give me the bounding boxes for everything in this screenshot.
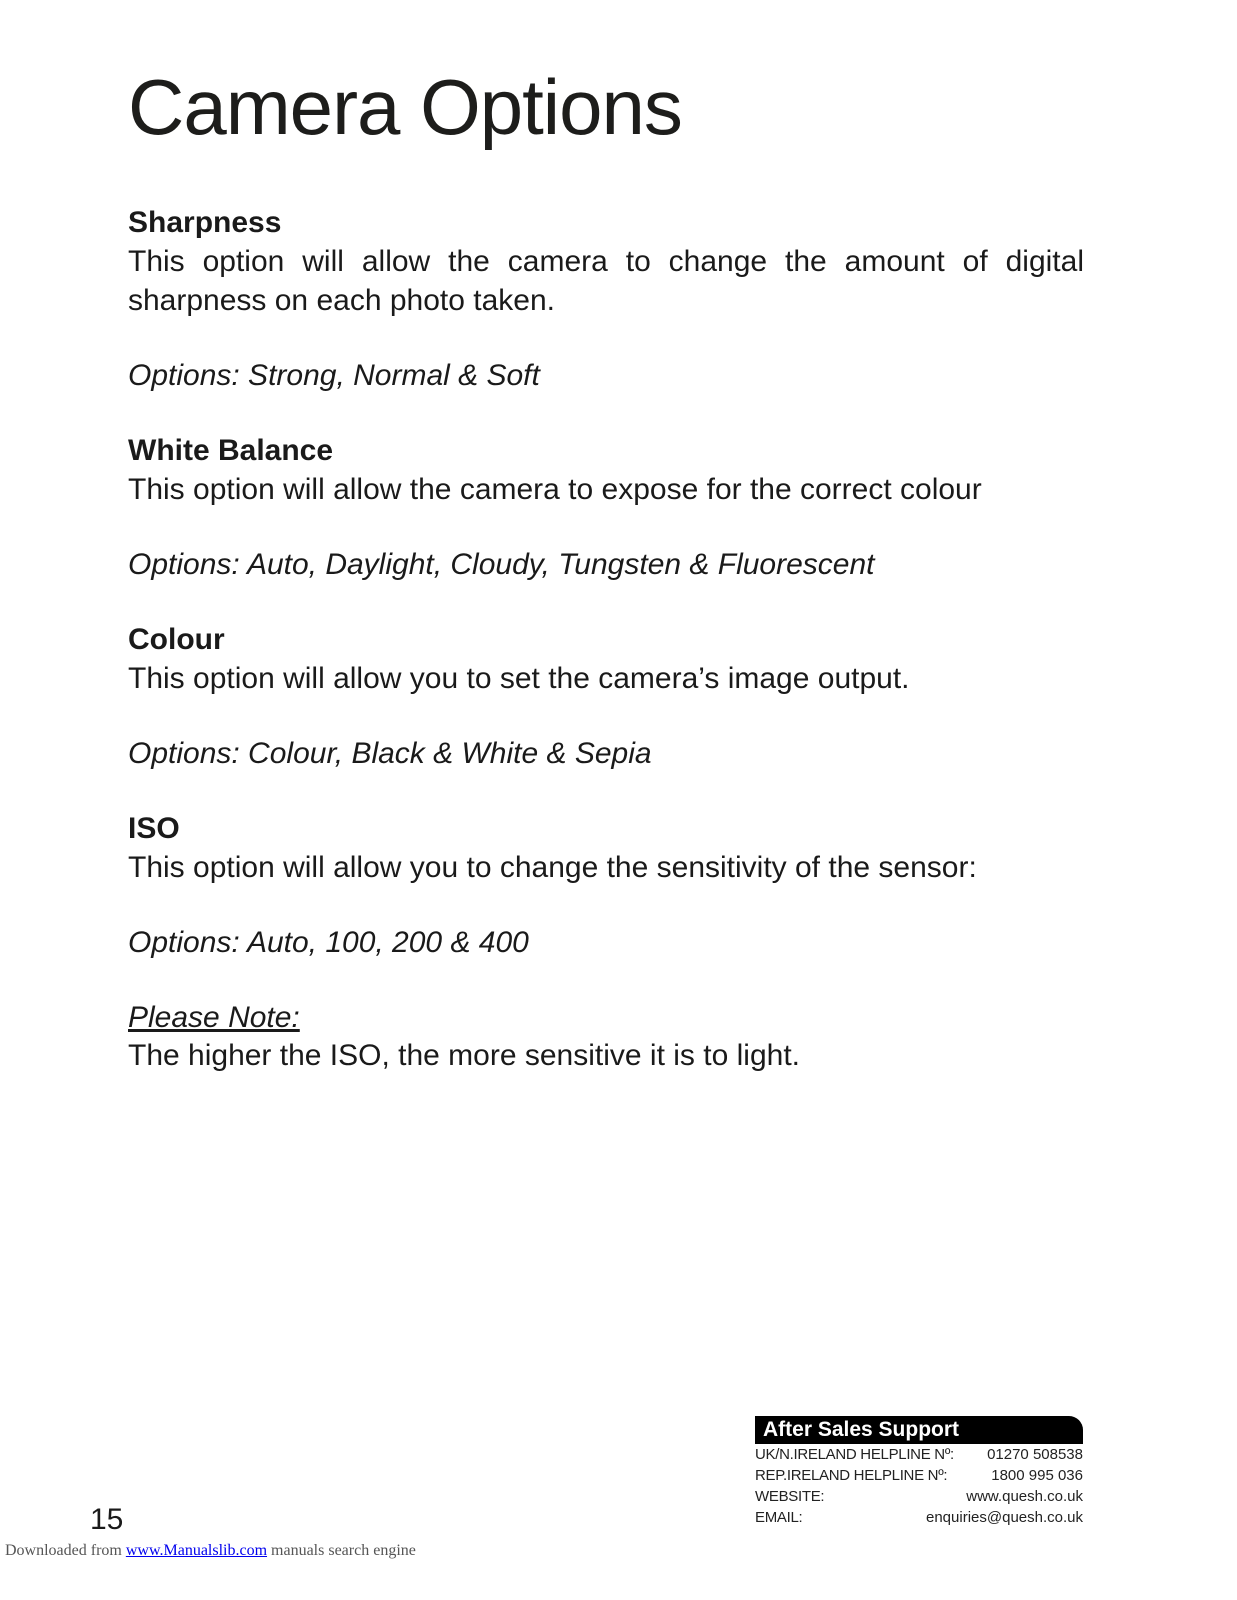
section-options: Options: Colour, Black & White & Sepia bbox=[128, 737, 652, 770]
manualslib-link[interactable]: www.Manualslib.com bbox=[125, 1542, 268, 1559]
support-row-uk-helpline bbox=[755, 1444, 1083, 1465]
note-label: Please Note: bbox=[128, 1001, 300, 1034]
section-description: This option will allow the camera to expose for the correct colour bbox=[128, 473, 982, 506]
section-description: This option will allow you to change the sensitivity of the sensor: bbox=[128, 851, 977, 884]
section-heading: Sharpness bbox=[128, 206, 282, 239]
section-heading: White Balance bbox=[128, 434, 334, 467]
footer-prefix: Downloaded from bbox=[5, 1542, 122, 1559]
support-value: 01270 508538 bbox=[987, 1446, 1083, 1463]
page-number: 15 bbox=[90, 1503, 124, 1536]
page-title: Camera Options bbox=[128, 63, 682, 151]
support-row-email bbox=[755, 1507, 1083, 1528]
support-label: WEBSITE: bbox=[755, 1488, 825, 1505]
after-sales-support-box bbox=[755, 1416, 1083, 1528]
note-text: The higher the ISO, the more sensitive it is to light. bbox=[128, 1039, 800, 1072]
section-white-balance bbox=[128, 432, 1084, 584]
support-label: REP.IRELAND HELPLINE Nº: bbox=[755, 1467, 948, 1484]
footer-suffix: manuals search engine bbox=[271, 1542, 416, 1559]
section-sharpness bbox=[128, 204, 1084, 395]
section-iso bbox=[128, 810, 1084, 962]
download-footer bbox=[5, 1542, 416, 1560]
section-description: This option will allow you to set the camera’s image output. bbox=[128, 662, 910, 695]
support-value: 1800 995 036 bbox=[991, 1467, 1083, 1484]
support-label: UK/N.IRELAND HELPLINE Nº: bbox=[755, 1446, 954, 1463]
support-label: EMAIL: bbox=[755, 1509, 803, 1526]
section-options: Options: Auto, 100, 200 & 400 bbox=[128, 926, 529, 959]
section-colour bbox=[128, 621, 1084, 773]
section-heading: ISO bbox=[128, 812, 180, 845]
support-value: www.quesh.co.uk bbox=[966, 1488, 1083, 1505]
section-description: This option will allow the camera to change the amount of digital sharpness on each photo taken. bbox=[128, 245, 1084, 317]
support-header: After Sales Support bbox=[755, 1416, 1083, 1444]
support-value: enquiries@quesh.co.uk bbox=[926, 1509, 1083, 1526]
section-heading: Colour bbox=[128, 623, 225, 656]
section-options: Options: Strong, Normal & Soft bbox=[128, 359, 540, 392]
section-options: Options: Auto, Daylight, Cloudy, Tungsten & Fluorescent bbox=[128, 548, 875, 581]
support-row-ireland-helpline bbox=[755, 1465, 1083, 1486]
main-content bbox=[128, 204, 1084, 1075]
support-row-website bbox=[755, 1486, 1083, 1507]
